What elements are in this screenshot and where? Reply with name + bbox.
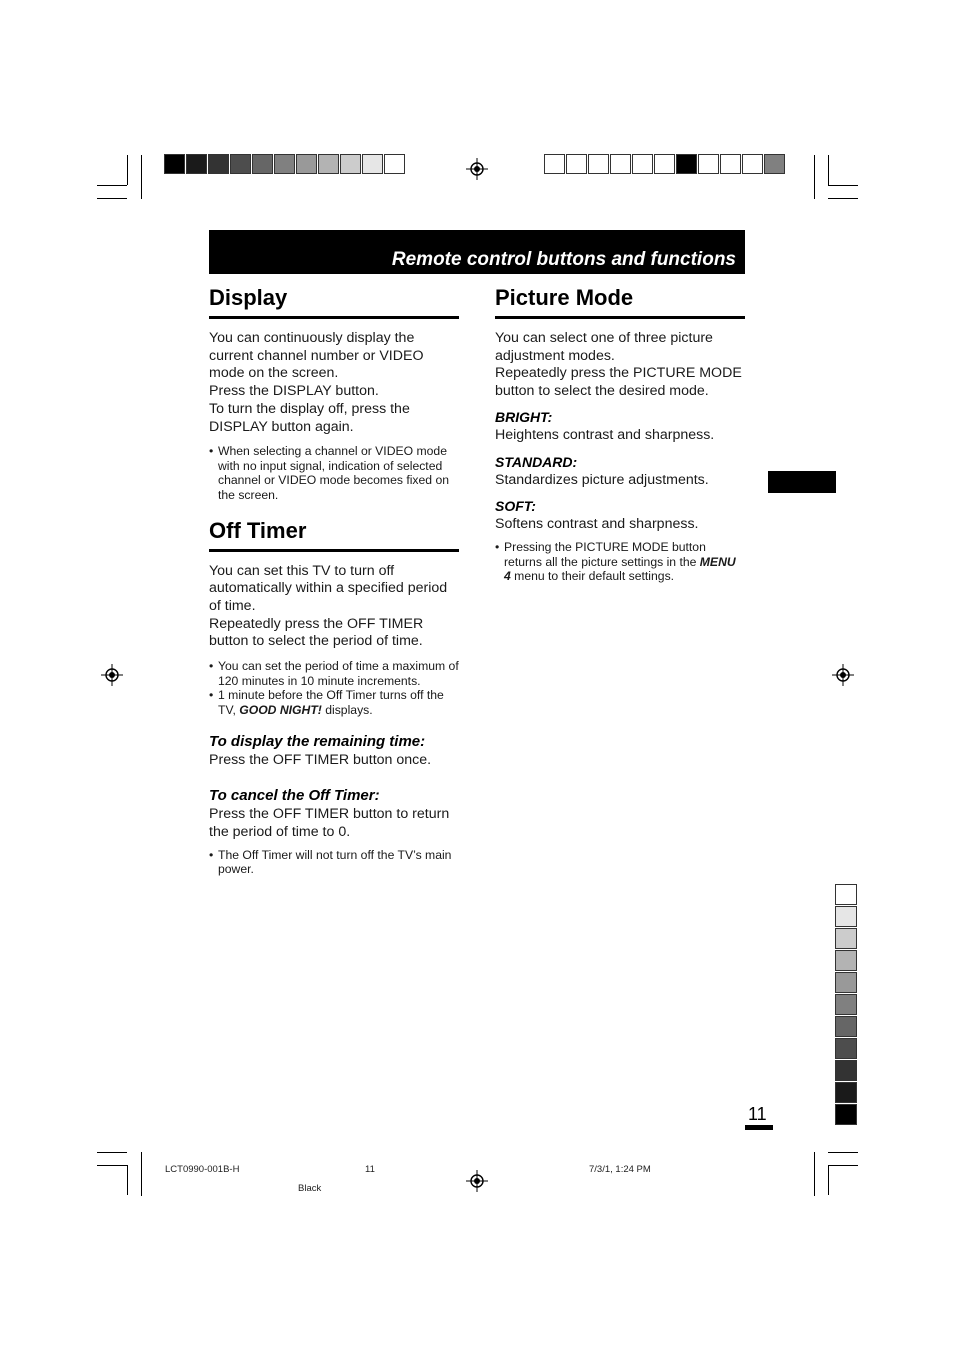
cancel-timer-block xyxy=(209,787,459,877)
off-timer-note: displays. xyxy=(321,702,373,717)
mode-standard xyxy=(495,454,745,490)
footer-page: 11 xyxy=(365,1164,375,1175)
mode-label: BRIGHT: xyxy=(495,408,553,425)
list-item: • The Off Timer will not turn off the TV’s main power. xyxy=(209,847,452,877)
grayscale-bar-top-left xyxy=(164,154,406,176)
remaining-time-heading: To display the remaining time: xyxy=(209,733,426,751)
display-paragraph: You can continuously display the current channel number or VIDEO mode on the screen. xyxy=(209,330,424,382)
cancel-timer-note: The Off Timer will not turn off the TV’s main power. xyxy=(218,847,452,877)
display-note: When selecting a channel or VIDEO mode with no input signal, indication of selected channel or VIDEO mode becomes fixed on the screen. xyxy=(218,444,450,502)
section-header-bar xyxy=(209,230,745,274)
list-item: • You can set the period of time a maximum of 120 minutes in 10 minute increments. xyxy=(209,659,459,688)
color-bar-top-right xyxy=(544,154,786,176)
picture-mode-note: Pressing the PICTURE MODE button returns all the picture settings in the xyxy=(504,539,706,569)
registration-mark-icon xyxy=(832,664,854,686)
display-paragraph: Press the DISPLAY button. xyxy=(209,383,379,400)
picture-mode-note: menu to their default settings. xyxy=(510,569,675,584)
off-timer-notes xyxy=(209,659,459,717)
cancel-timer-heading: To cancel the Off Timer: xyxy=(209,787,380,805)
list-item: • Pressing the PICTURE MODE button returns all the picture settings in the MENU 4 menu to their default settings. xyxy=(495,539,736,584)
display-section xyxy=(209,284,459,503)
picture-mode-paragraph: Repeatedly press the PICTURE MODE button to select the desired mode. xyxy=(495,365,742,400)
footer-doc-code: LCT0990-001B-H xyxy=(165,1164,240,1175)
list-item: • When selecting a channel or VIDEO mode with no input signal, indication of selected channel or VIDEO mode becomes fixed on the screen. xyxy=(209,444,450,502)
mode-description: Softens contrast and sharpness. xyxy=(495,516,699,533)
picture-mode-body xyxy=(495,330,745,401)
off-timer-heading: Off Timer xyxy=(209,517,459,552)
registration-mark-icon xyxy=(466,1170,488,1192)
display-heading: Display xyxy=(209,284,459,319)
picture-mode-heading: Picture Mode xyxy=(495,284,745,319)
page-number: 11 xyxy=(748,1104,767,1124)
cancel-timer-text: Press the OFF TIMER button to return the period of time to 0. xyxy=(209,806,450,840)
registration-mark-icon xyxy=(466,158,488,180)
mode-description: Heightens contrast and sharpness. xyxy=(495,426,715,443)
mode-label: STANDARD: xyxy=(495,453,578,470)
grayscale-bar-right xyxy=(835,884,857,1126)
cancel-timer-notes xyxy=(209,848,459,877)
footer-plate: Black xyxy=(298,1183,322,1194)
off-timer-note: You can set the period of time a maximum of 120 minutes in 10 minute increments. xyxy=(218,659,459,688)
good-night-label: GOOD NIGHT! xyxy=(239,702,322,717)
display-notes xyxy=(209,444,459,502)
mode-bright xyxy=(495,409,745,445)
registration-mark-icon xyxy=(101,664,123,686)
mode-soft xyxy=(495,498,745,534)
mode-description: Standardizes picture adjustments. xyxy=(495,471,709,488)
page-number-bar xyxy=(745,1125,773,1130)
off-timer-paragraph: Repeatedly press the OFF TIMER button to select the period of time. xyxy=(209,615,424,650)
remaining-time-text: Press the OFF TIMER button once. xyxy=(209,752,432,769)
off-timer-paragraph: You can set this TV to turn off automatically within a specified period of time. xyxy=(209,562,448,614)
left-column xyxy=(209,284,459,877)
picture-mode-section xyxy=(495,284,745,584)
picture-mode-notes xyxy=(495,540,745,584)
right-column xyxy=(495,284,745,584)
display-paragraph: To turn the display off, press the DISPLAY button again. xyxy=(209,400,410,435)
menu-4-label: MENU 4 xyxy=(504,554,736,584)
picture-mode-paragraph: You can select one of three picture adjustment modes. xyxy=(495,330,713,364)
footer-date: 7/3/1, 1:24 PM xyxy=(589,1164,651,1175)
remaining-time-block xyxy=(209,733,459,770)
mode-label: SOFT: xyxy=(495,498,536,515)
side-thumb-tab xyxy=(768,471,836,493)
section-header-title: Remote control buttons and functions xyxy=(391,249,736,270)
list-item: • 1 minute before the Off Timer turns off the TV, GOOD NIGHT! displays. xyxy=(209,688,444,717)
off-timer-section xyxy=(209,517,459,877)
display-body xyxy=(209,330,459,436)
off-timer-body xyxy=(209,563,459,652)
off-timer-note: 1 minute before the Off Timer turns off the TV, xyxy=(218,688,444,717)
